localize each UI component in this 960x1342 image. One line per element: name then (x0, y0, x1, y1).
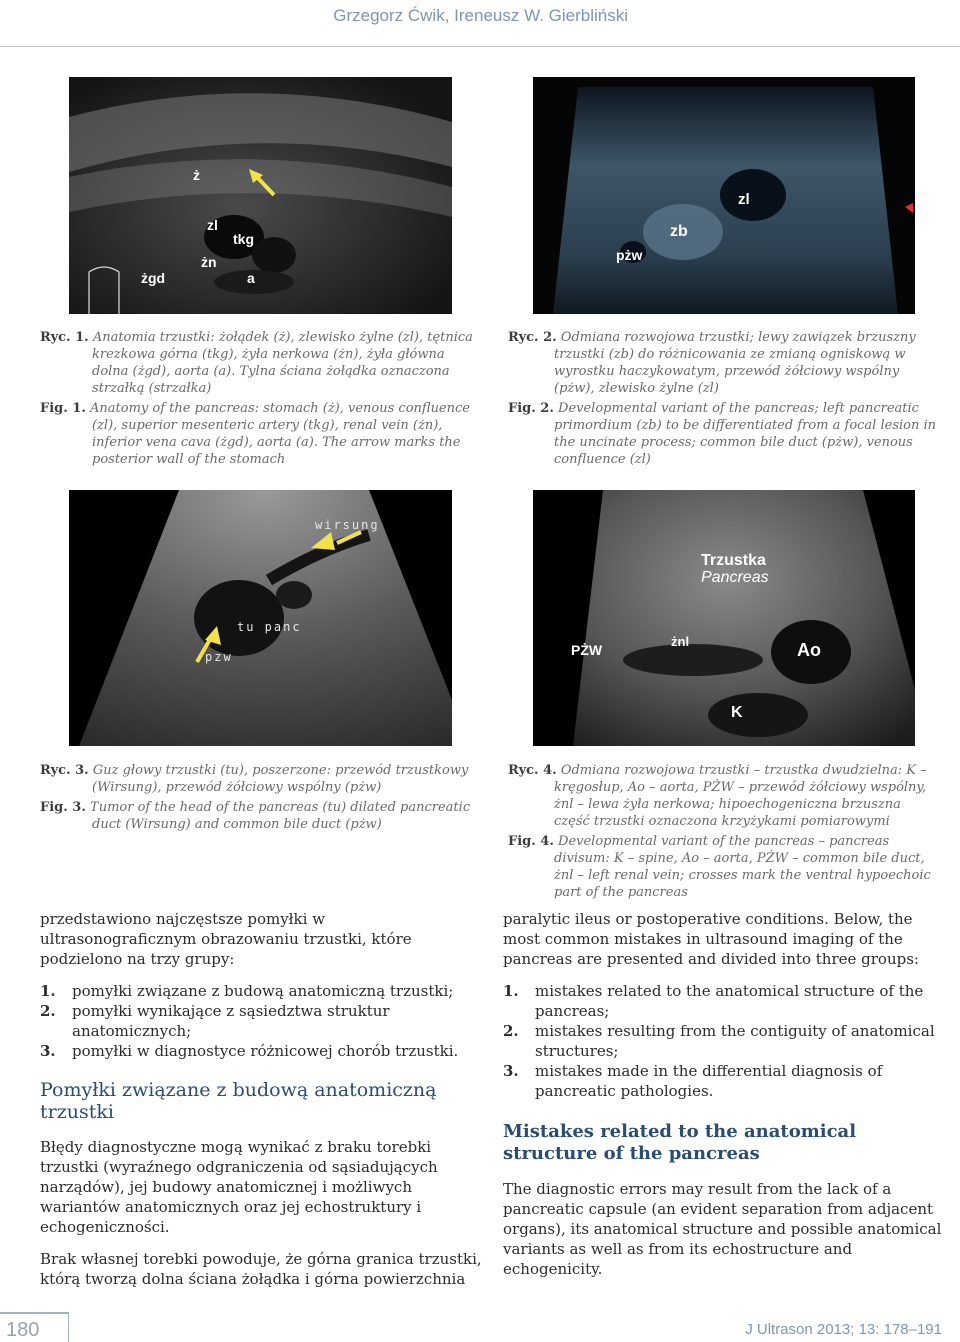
error-groups-list (40, 981, 482, 1061)
figure-label: zb (670, 223, 688, 240)
list-item: 1. pomyłki związane z budową anatomiczną trzustki; (40, 982, 454, 1000)
caption-label: Ryc. 1. (40, 330, 89, 345)
paragraph: Błędy diagnostyczne mogą wynikać z braku torebki trzustki (wyraźnego odgraniczenia od sąsiadujących narządów), jej budowy anatomicznej i możliwych wariantów anatomicznych oraz jej echostruktury i echogeniczności. (40, 1138, 438, 1236)
figure-label: Pancreas (701, 569, 769, 586)
figure-label: pżw (616, 247, 643, 263)
figure-1-ultrasound (69, 77, 452, 314)
figure-label: tu panc (237, 620, 302, 634)
paragraph: paralytic ileus or postoperative conditions. Below, the most common mistakes in ultrasound imaging of the pancreas are presented and divided into three groups: (503, 910, 919, 968)
paragraph: Brak własnej torebki powoduje, że górna granica trzustki, którą tworzą dolna ściana żołądka i górna powierzchnia (40, 1250, 482, 1288)
caption-text: Odmiana rozwojowa trzustki; lewy zawiązek brzuszny trzustki (zb) do różnicowania ze zmianą ogniskową w wyrostku haczykowatym, przewód żółciowy wspólny (pżw), zlewisko żylne (zl) (554, 330, 916, 396)
figure-label: żnl (671, 634, 690, 649)
header-rule (0, 46, 960, 47)
figure-4-ultrasound (533, 490, 915, 746)
caption-figure-1 (40, 329, 480, 468)
figure-label: pzw (205, 650, 233, 664)
figure-label: Trzustka (701, 552, 766, 569)
caption-text: Anatomy of the pancreas: stomach (ż), venous confluence (zl), superior mesenteric artery (tkg), renal vein (żn), inferior vena cava (żgd), aorta (a). The arrow marks the posterior wall of the stomach (90, 401, 470, 467)
figure-label: wirsung (315, 518, 380, 532)
caption-text: Odmiana rozwojowa trzustki – trzustka dwudzielna: K – kręgosłup, Ao – aorta, PŻW – przewód żółciowy wspólny, żnl – lewa żyła nerkowa; hipoechogeniczna brzuszna część trzustki oznaczona krzyżykami pomiarowymi (554, 763, 927, 829)
section-heading: Pomyłki związane z budową anatomiczną trzustki (40, 1079, 437, 1123)
paragraph: przedstawiono najczęstsze pomyłki w ultrasonograficznym obrazowaniu trzustki, które podzielono na trzy grupy: (40, 910, 412, 968)
figure-label: zl (738, 191, 750, 208)
figure-label: PŻW (571, 642, 603, 658)
paragraph: The diagnostic errors may result from the lack of a pancreatic capsule (an evident separation from adjacent organs), its anatomical structure and possible anatomical variants as well as from its echostructure and echogenicity. (503, 1180, 942, 1278)
figure-label: a (247, 270, 255, 286)
figure-label: Ao (797, 640, 821, 660)
figure-label: K (731, 704, 743, 721)
caption-text: Anatomia trzustki: żołądek (ż), zlewisko żylne (zl), tętnica krezkowa górna (tkg), żyła nerkowa (żn), żyła główna dolna (żgd), aorta (a). Tylna ściana żołądka oznaczona strzałką (strzałka) (92, 330, 473, 396)
right-text-column (503, 909, 945, 1291)
list-item: 1. mistakes related to the anatomical structure of the pancreas; (503, 982, 924, 1020)
running-header-authors: Grzegorz Ćwik, Ireneusz W. Gierbliński (333, 6, 628, 25)
caption-label: Fig. 1. (40, 401, 86, 416)
caption-text: Developmental variant of the pancreas; left pancreatic primordium (zb) to be differentiated from a focal lesion in the uncinate process; common bile duct (pżw), venous confluence (zl) (554, 401, 937, 467)
list-item: 2. pomyłki wynikające z sąsiedztwa struktur anatomicznych; (40, 1002, 390, 1040)
figure-label: żgd (141, 270, 166, 286)
caption-text: Guz głowy trzustki (tu), poszerzone: przewód trzustkowy (Wirsung), przewód żółciowy wspólny (pżw) (92, 763, 469, 795)
caption-label: Fig. 3. (40, 800, 86, 815)
list-item: 3. pomyłki w diagnostyce różnicowej chorób trzustki. (40, 1042, 459, 1060)
section-heading: Mistakes related to the anatomical structure of the pancreas (503, 1121, 857, 1164)
caption-figure-3 (40, 762, 480, 833)
caption-figure-2 (508, 329, 940, 468)
figure-label: ż (193, 167, 200, 183)
figure-2-ultrasound (533, 77, 915, 314)
list-item: 2. mistakes resulting from the contiguity of anatomical structures; (503, 1022, 935, 1060)
figure-label: tkg (233, 231, 254, 247)
caption-figure-4 (508, 762, 940, 901)
figure-label: zl (207, 217, 218, 233)
caption-text: Tumor of the head of the pancreas (tu) dilated pancreatic duct (Wirsung) and common bile duct (pżw) (90, 800, 471, 832)
figure-label: żn (201, 254, 217, 270)
caption-text: Developmental variant of the pancreas – pancreas divisum: K – spine, Ao – aorta, PŻW – common bile duct, żnl – left renal vein; crosses mark the ventral hypoechoic part of the pancreas (554, 834, 931, 900)
caption-label: Fig. 2. (508, 401, 554, 416)
caption-label: Ryc. 3. (40, 763, 89, 778)
list-item: 3. mistakes made in the differential diagnosis of pancreatic pathologies. (503, 1062, 883, 1100)
left-text-column (40, 909, 482, 1301)
figure-3-ultrasound (69, 490, 452, 746)
caption-label: Ryc. 4. (508, 763, 557, 778)
journal-citation: J Ultrason 2013; 13: 178–191 (745, 1321, 942, 1338)
caption-label: Fig. 4. (508, 834, 554, 849)
error-groups-list (503, 981, 945, 1101)
page-number: 180 (6, 1319, 40, 1341)
caption-label: Ryc. 2. (508, 330, 557, 345)
